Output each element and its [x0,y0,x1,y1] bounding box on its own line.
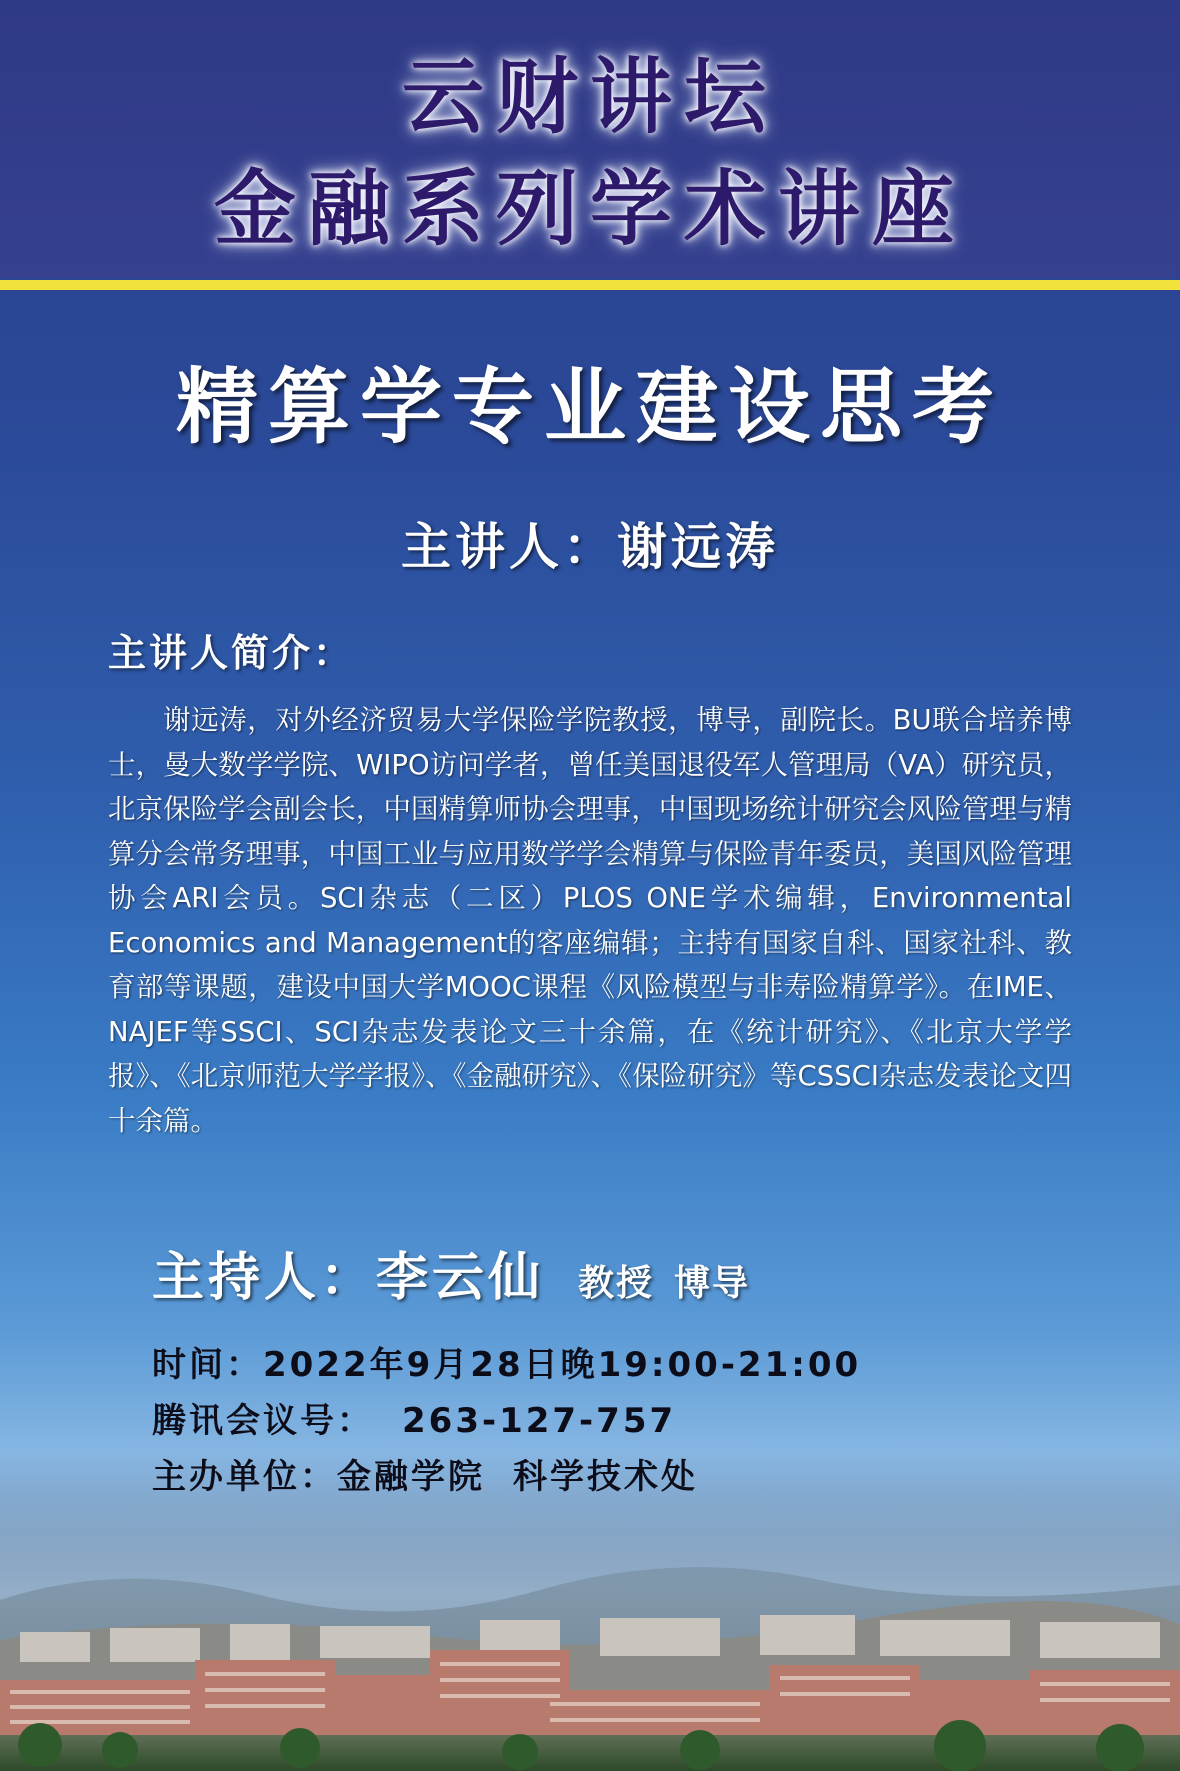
info-organizer [152,1454,698,1500]
speaker-line: 主讲人：谢远涛 [401,518,779,576]
time-value: 2022年9月28日晚19:00-21:00 [263,1345,862,1385]
lecture-title: 精算学专业建设思考 [175,360,1004,455]
header-divider [0,280,1180,290]
meeting-value: 263-127-757 [402,1401,677,1441]
org-value-finance: 金融学院 [337,1457,485,1497]
forum-title: 云财讲坛 [401,50,778,145]
time-label: 时间： [152,1345,263,1385]
campus-photo [0,1500,1180,1771]
info-meeting [152,1398,676,1444]
info-time [152,1342,861,1388]
bio-heading: 主讲人简介： [108,631,355,675]
meeting-label: 腾讯会议号： [152,1401,374,1441]
host-title-supervisor: 博导 [674,1263,751,1304]
org-value-science: 科学技术处 [513,1457,698,1497]
host-label: 主持人：李云仙 [152,1248,545,1308]
bio-text: 谢远涛，对外经济贸易大学保险学院教授，博导，副院长。BU联合培养博士，曼大数学学院、WIPO访问学者，曾任美国退役军人管理局（VA）研究员，北京保险学会副会长，中国精算师协会理事，中国现场统计研究会风险管理与精算分会常务理事，中国工业与应用数学学会精算与保险青年委员，美国风险管理协会ARI会员。SCI杂志（二区）PLOS ONE学术编辑，Environmental Economics and Management的客座编辑；主持有国家自科、国家社科、教育部等课题，建设中国大学MOOC课程《风险模型与非寿险精算学》。在IME、NAJEF等SSCI、SCI杂志发表论文三十余篇，在《统计研究》、《北京大学学报》、《北京师范大学学报》、《金融研究》、《保险研究》等CSSCI杂志发表论文四十余篇。 [108,704,1072,1137]
host-title-professor: 教授 [578,1263,655,1304]
series-title: 金融系列学术讲座 [213,162,966,257]
org-label: 主办单位： [152,1457,337,1497]
host-line [152,1235,750,1310]
